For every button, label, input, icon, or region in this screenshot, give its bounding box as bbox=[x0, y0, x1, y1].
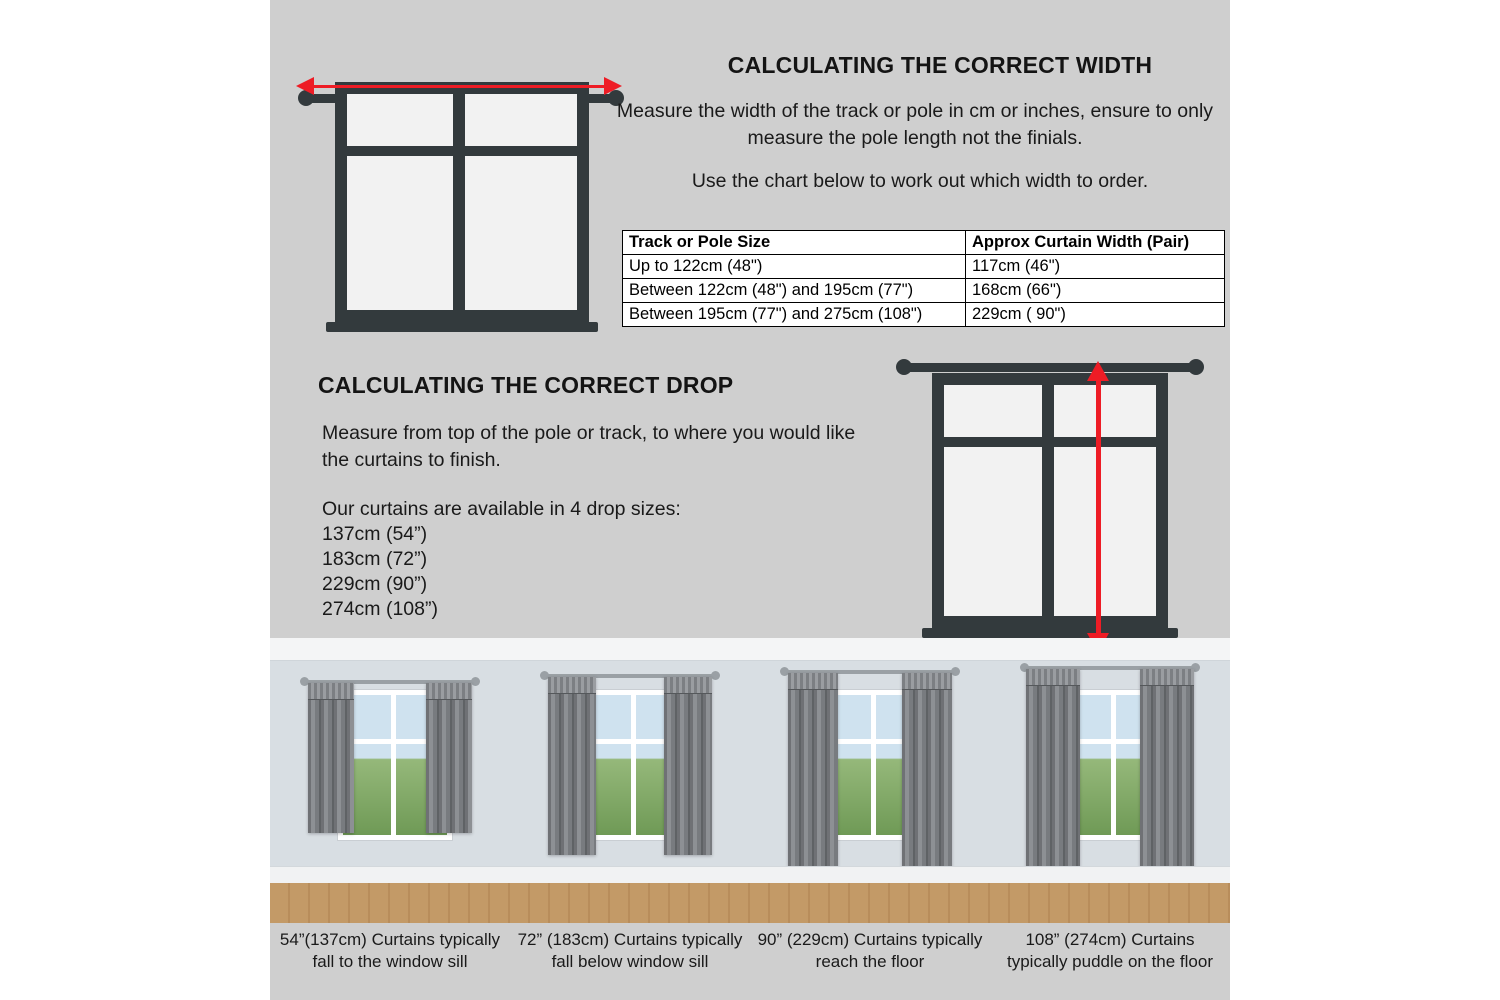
drop-size-2: 183cm (72”) bbox=[322, 548, 428, 570]
table-header-row bbox=[623, 231, 1225, 255]
rod-finial-right bbox=[951, 667, 960, 676]
skirting-board bbox=[270, 866, 510, 884]
table-row bbox=[623, 303, 1225, 327]
window-mullion-vertical bbox=[871, 695, 876, 835]
window-mullion-vertical bbox=[1111, 695, 1116, 835]
floor bbox=[990, 883, 1230, 923]
infographic-panel bbox=[270, 0, 1230, 1000]
curtain-header-tape bbox=[426, 683, 472, 700]
room-scene bbox=[270, 638, 510, 923]
table-cell-curtain-width: 168cm (66") bbox=[966, 279, 1225, 303]
curtain-left bbox=[308, 683, 354, 833]
table-cell-curtain-width: 229cm ( 90") bbox=[966, 303, 1225, 327]
curtain-right bbox=[902, 673, 952, 884]
width-arrow-head-right bbox=[604, 77, 622, 95]
floor bbox=[510, 883, 750, 923]
curtain-left bbox=[788, 673, 838, 884]
table-header-curtain-width: Approx Curtain Width (Pair) bbox=[966, 231, 1225, 255]
room-scene bbox=[510, 638, 750, 923]
window-mullion-vertical bbox=[631, 695, 636, 835]
rod-finial-right bbox=[711, 671, 720, 680]
table-cell-curtain-width: 117cm (46") bbox=[966, 255, 1225, 279]
curtain-right bbox=[664, 677, 712, 855]
cornice bbox=[990, 638, 1230, 661]
photo-caption: 90” (229cm) Curtains typically reach the floor bbox=[757, 930, 983, 972]
curtain-header-tape bbox=[902, 673, 952, 690]
skirting-board bbox=[750, 866, 990, 884]
width-arrow-line bbox=[312, 85, 610, 88]
window-mullion-vertical bbox=[391, 695, 396, 835]
curtain-header-tape bbox=[788, 673, 838, 690]
curtain-pole bbox=[904, 363, 1196, 372]
drop-size-4: 274cm (108”) bbox=[322, 598, 438, 620]
drop-size-1: 137cm (54”) bbox=[322, 523, 428, 545]
drop-arrow-head-up bbox=[1087, 361, 1109, 381]
curtain-header-tape bbox=[664, 677, 712, 694]
drop-arrow-line bbox=[1096, 381, 1101, 633]
table-row bbox=[623, 279, 1225, 303]
table-cell-track-size: Between 195cm (77") and 275cm (108") bbox=[623, 303, 966, 327]
curtain-header-tape bbox=[308, 683, 354, 700]
cornice bbox=[510, 638, 750, 661]
width-window-diagram bbox=[290, 44, 650, 344]
table-row bbox=[623, 255, 1225, 279]
pole-finial-right bbox=[1188, 359, 1204, 375]
width-arrow-head-left bbox=[296, 77, 314, 95]
example-photo-90 bbox=[750, 638, 990, 1000]
window-pane-top-right bbox=[1054, 385, 1156, 437]
drop-window-diagram bbox=[882, 345, 1222, 645]
size-table bbox=[622, 230, 1225, 327]
window-pane-bottom-left bbox=[944, 447, 1042, 616]
window-pane-top-left bbox=[944, 385, 1042, 437]
table-cell-track-size: Up to 122cm (48") bbox=[623, 255, 966, 279]
photo-caption: 54”(137cm) Curtains typically fall to the window sill bbox=[279, 930, 501, 972]
width-paragraph-2: Use the chart below to work out which width to order. bbox=[691, 170, 1149, 192]
curtain-right bbox=[426, 683, 472, 833]
window-pane-bottom-left bbox=[347, 156, 453, 310]
table-header-track-size: Track or Pole Size bbox=[623, 231, 966, 255]
room-scene bbox=[990, 638, 1230, 923]
rod-finial-right bbox=[471, 677, 480, 686]
drop-heading: CALCULATING THE CORRECT DROP bbox=[318, 372, 734, 398]
curtain-header-tape bbox=[1026, 669, 1080, 686]
window-sill bbox=[326, 322, 598, 332]
window-pane-bottom-right bbox=[465, 156, 577, 310]
drop-size-3: 229cm (90”) bbox=[322, 573, 428, 595]
window-pane-top-left bbox=[347, 94, 453, 146]
photo-caption: 108” (274cm) Curtains typically puddle on the floor bbox=[1006, 930, 1214, 972]
floor bbox=[270, 883, 510, 923]
drop-paragraph-1: Measure from top of the pole or track, to where you would like the curtains to finish. bbox=[322, 422, 856, 471]
curtain-left bbox=[548, 677, 596, 855]
room-scene bbox=[750, 638, 990, 923]
curtain-length-examples bbox=[270, 638, 1230, 1000]
cornice bbox=[750, 638, 990, 661]
photo-caption: 72” (183cm) Curtains typically fall below window sill bbox=[517, 930, 743, 972]
curtain-header-tape bbox=[548, 677, 596, 694]
cornice bbox=[270, 638, 510, 661]
skirting-board bbox=[510, 866, 750, 884]
window-pane-bottom-right bbox=[1054, 447, 1156, 616]
example-photo-54 bbox=[270, 638, 510, 1000]
pole-finial-left bbox=[896, 359, 912, 375]
curtain-header-tape bbox=[1140, 669, 1194, 686]
drop-paragraph-2: Our curtains are available in 4 drop sizes: bbox=[322, 498, 681, 520]
width-paragraph-1: Measure the width of the track or pole in cm or inches, ensure to only measure the pole length not the finials. bbox=[616, 100, 1214, 149]
example-photo-72 bbox=[510, 638, 750, 1000]
table-cell-track-size: Between 122cm (48") and 195cm (77") bbox=[623, 279, 966, 303]
example-photo-108 bbox=[990, 638, 1230, 1000]
window-sill bbox=[922, 628, 1178, 638]
window-pane-top-right bbox=[465, 94, 577, 146]
width-heading: CALCULATING THE CORRECT WIDTH bbox=[727, 52, 1153, 78]
floor bbox=[750, 883, 990, 923]
skirting-board bbox=[990, 866, 1230, 884]
